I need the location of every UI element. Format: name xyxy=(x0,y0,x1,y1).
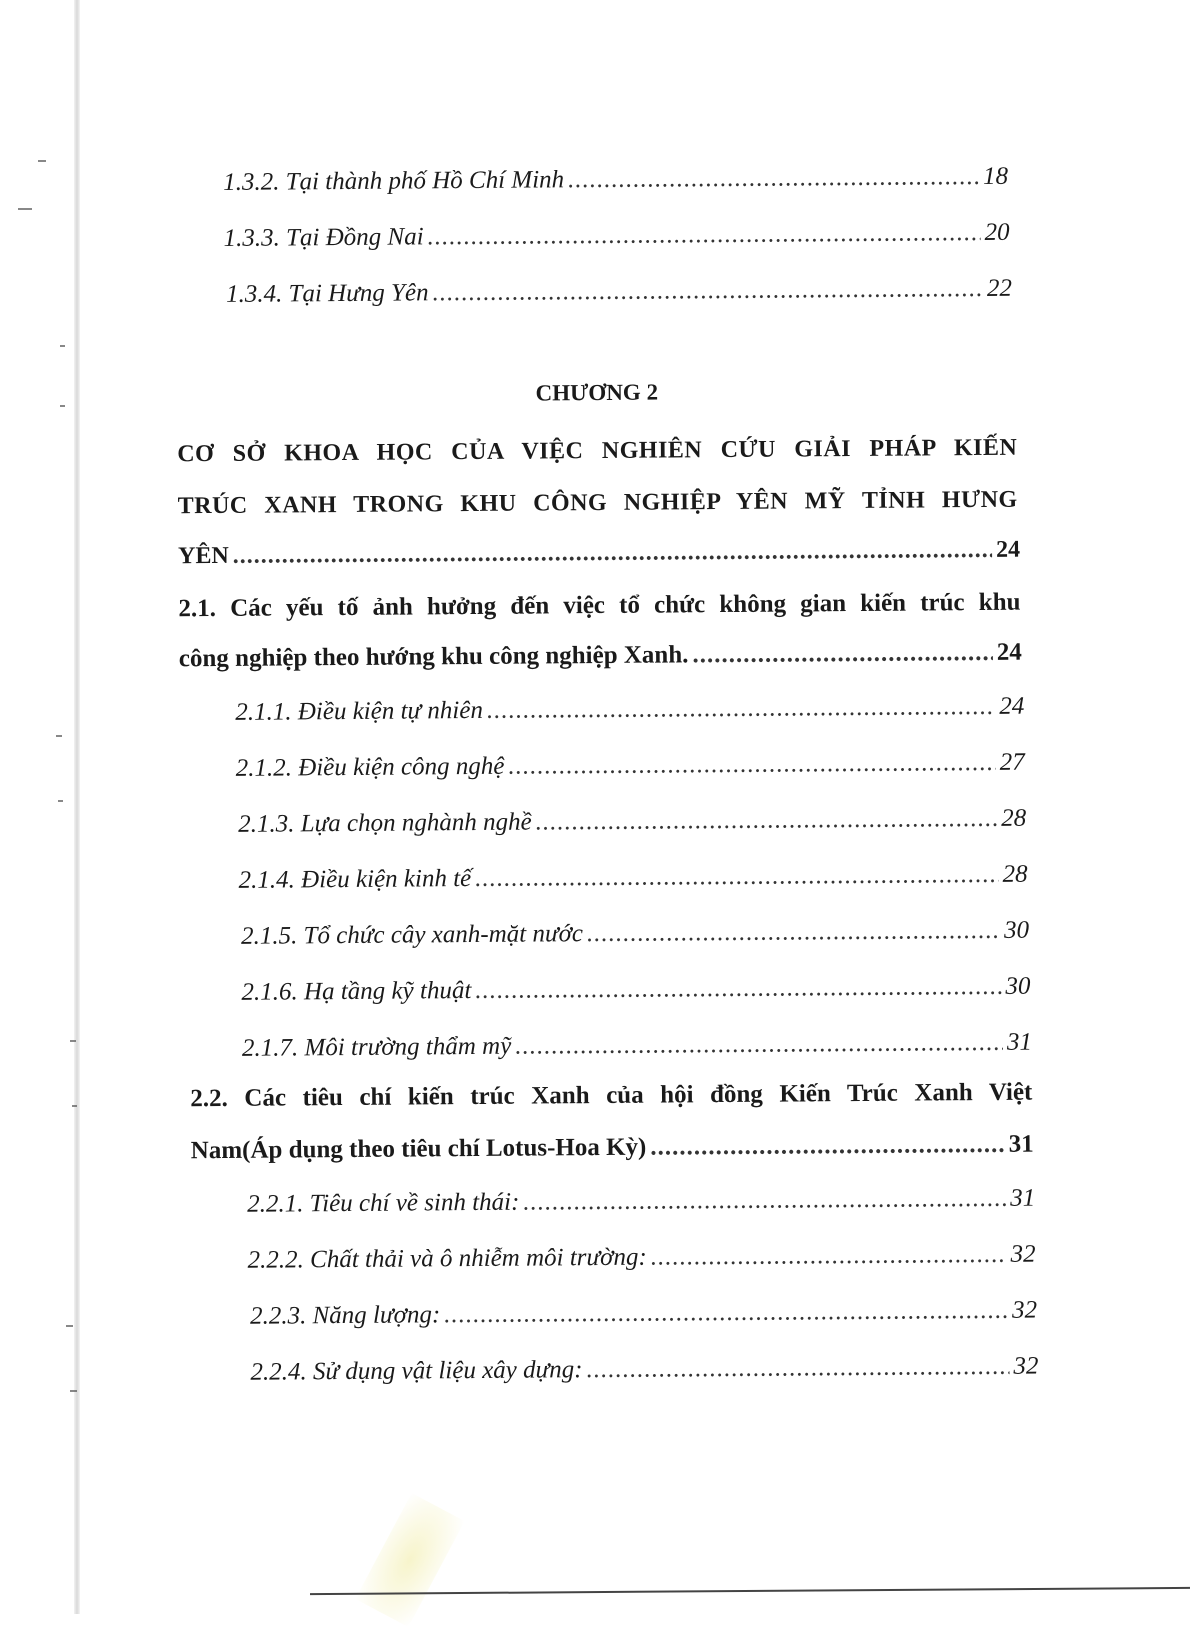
toc-entry-label: 2.1.3. Lựa chọn nghành nghề xyxy=(238,808,532,838)
toc-entry[interactable] xyxy=(241,973,1030,1007)
toc-entry[interactable] xyxy=(241,917,1029,951)
toc-entry-label: 1.3.4. Tại Hưng Yên xyxy=(225,279,429,308)
toc-entry-page: 30 xyxy=(1005,972,1031,1000)
toc-entry-label: 2.1.1. Điều kiện tự nhiên xyxy=(235,696,484,726)
toc-entry-label: 2.1.7. Môi trường thẩm mỹ xyxy=(241,1032,512,1062)
toc-entry-label: 2.1.4. Điều kiện kinh tế xyxy=(238,865,472,894)
toc-entry-page: 31 xyxy=(1008,1130,1034,1158)
dot-leader xyxy=(475,973,1001,1005)
toc-entry-page: 18 xyxy=(983,162,1009,190)
toc-entry-page: 28 xyxy=(1002,860,1028,888)
chapter-title-line: TRÚC XANH TRONG KHU CÔNG NGHIỆP YÊN MỸ TỈNH HƯNG xyxy=(177,486,1018,520)
section-title-line: 2.1. Các yếu tố ảnh hưởng đến việc tổ chức không gian kiến trúc khu xyxy=(178,588,1021,623)
toc-entry-page: 22 xyxy=(986,274,1013,302)
toc-entry-page: 24 xyxy=(999,692,1025,720)
chapter-heading: CHƯƠNG 2 xyxy=(535,379,659,406)
section-title-line: Nam(Áp dụng theo tiêu chí Lotus-Hoa Kỳ) xyxy=(190,1133,647,1165)
dot-leader xyxy=(233,537,993,570)
toc-entry[interactable] xyxy=(250,1297,1037,1331)
dot-leader xyxy=(487,693,996,725)
dot-leader xyxy=(523,1185,1006,1217)
toc-entry[interactable] xyxy=(236,749,1025,783)
toc-entry[interactable] xyxy=(242,1029,1032,1063)
dot-leader xyxy=(651,1241,1007,1272)
toc-entry-label: 2.2.2. Chất thải và ô nhiễm môi trường: xyxy=(247,1243,647,1274)
toc-entry-page: 27 xyxy=(999,748,1025,776)
chapter-title-line: CƠ SỞ KHOA HỌC CỦA VIỆC NGHIÊN CỨU GIẢI PHÁP KIẾN xyxy=(177,434,1018,468)
toc-entry[interactable] xyxy=(223,219,1009,253)
dot-leader xyxy=(475,861,999,893)
dot-leader xyxy=(650,1131,1005,1162)
dot-leader xyxy=(692,639,993,669)
section-title-line: công nghiệp theo hướng khu công nghiệp Xanh. xyxy=(178,641,689,673)
dot-leader xyxy=(568,163,979,194)
toc-entry-label: 2.1.2. Điều kiện công nghệ xyxy=(235,752,505,782)
toc-entry-label: 2.1.6. Hạ tầng kỹ thuật xyxy=(241,977,472,1006)
toc-entry-page: 32 xyxy=(1011,1296,1038,1324)
toc-entry-label: 1.3.3. Tại Đồng Nai xyxy=(223,223,424,252)
toc-entry-label: 2.2.3. Năng lượng: xyxy=(249,1301,441,1330)
dot-leader xyxy=(427,219,980,251)
chapter-title-line: YÊN xyxy=(177,542,229,570)
toc-entry[interactable] xyxy=(226,275,1012,309)
toc-entry[interactable] xyxy=(178,537,1020,571)
toc-entry[interactable] xyxy=(238,805,1026,839)
toc-entry-label: 1.3.2. Tại thành phố Hồ Chí Minh xyxy=(223,166,565,196)
toc-entry[interactable] xyxy=(247,1185,1035,1219)
dot-leader xyxy=(586,1353,1009,1384)
toc-entry-label: 2.2.4. Sử dụng vật liệu xây dựng: xyxy=(250,1356,583,1386)
section-title-line: 2.2. Các tiêu chí kiến trúc Xanh của hội đồng Kiến Trúc Xanh Việt xyxy=(190,1078,1033,1113)
toc-entry-page: 28 xyxy=(1001,804,1027,832)
toc-entry[interactable] xyxy=(191,1131,1034,1166)
toc-entry-label: 2.1.5. Tổ chức cây xanh-mặt nước xyxy=(240,920,584,950)
dot-leader xyxy=(432,275,983,307)
toc-entry-label: 2.2.1. Tiêu chí về sinh thái: xyxy=(247,1188,520,1218)
dot-leader xyxy=(444,1297,1008,1329)
toc-entry[interactable] xyxy=(250,1353,1038,1387)
toc-entry-page: 31 xyxy=(1010,1184,1036,1212)
toc-entry[interactable] xyxy=(179,639,1022,674)
toc-entry[interactable] xyxy=(239,861,1028,895)
dot-leader xyxy=(508,749,996,781)
toc-entry-page: 32 xyxy=(1010,1240,1036,1268)
toc-entry[interactable] xyxy=(223,163,1008,197)
dot-leader xyxy=(536,805,998,837)
toc-entry[interactable] xyxy=(247,1241,1035,1275)
dot-leader xyxy=(587,917,1000,948)
toc-entry-page: 31 xyxy=(1006,1028,1033,1056)
toc-entry[interactable] xyxy=(235,693,1024,727)
toc-entry-page: 24 xyxy=(996,638,1022,666)
dot-leader xyxy=(515,1029,1003,1061)
toc-entry-page: 24 xyxy=(995,536,1021,563)
toc-entry-page: 32 xyxy=(1013,1352,1039,1380)
toc-entry-page: 30 xyxy=(1003,916,1030,944)
toc-entry-page: 20 xyxy=(984,218,1010,246)
